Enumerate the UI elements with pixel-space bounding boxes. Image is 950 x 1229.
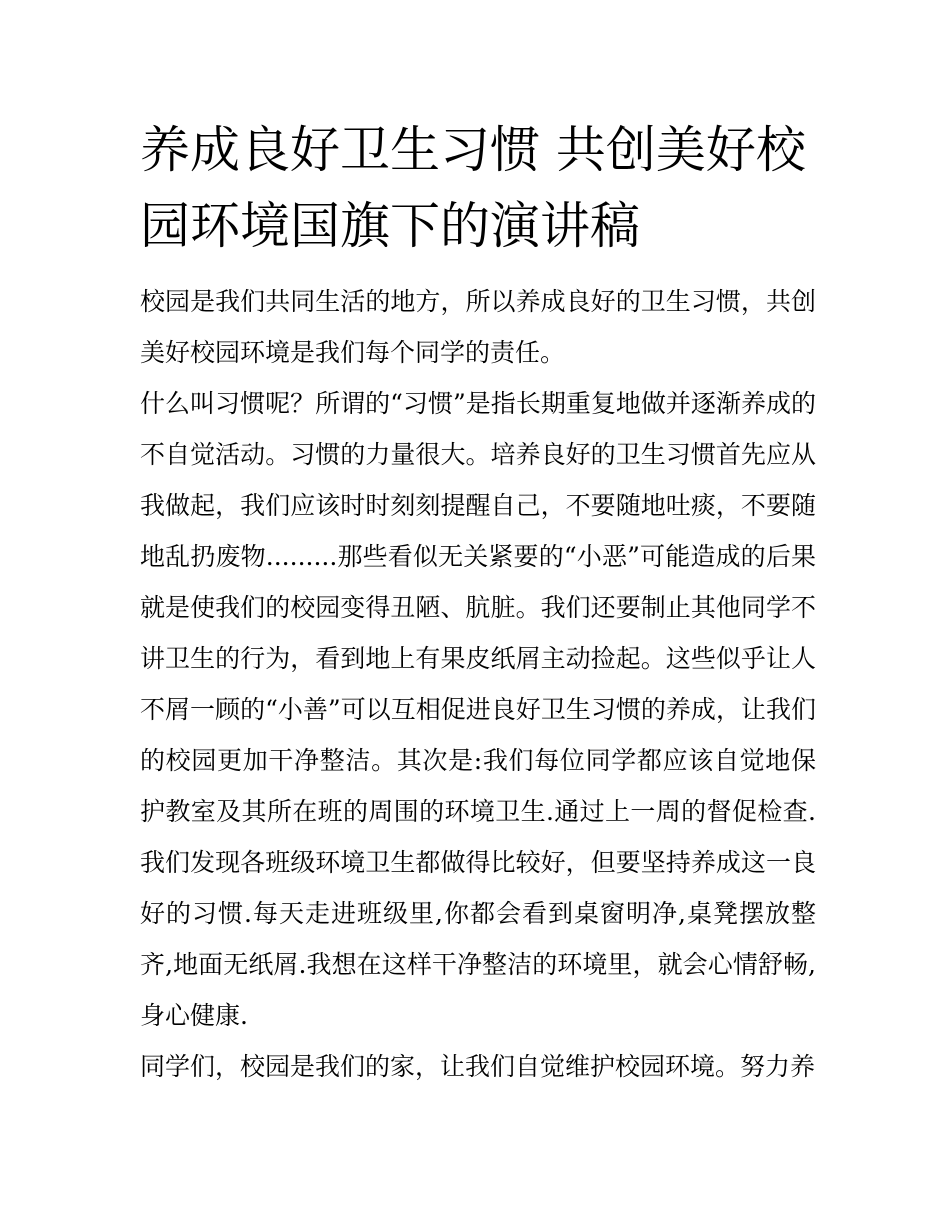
page-title: 养成良好卫生习惯 共创美好校园环境国旗下的演讲稿 [140,121,806,255]
paragraph-habits: 什么叫习惯呢？所谓的“习惯”是指长期重复地做并逐渐养成的不自觉活动。习惯的力量很大。培养良好的卫生习惯首先应从我做起，我们应该时时刻刻提醒自己，不要随地吐痰，不要随地乱扔废物.........那些看似无关紧要的“小恶”可能造成的后果就是使我们的校园变得丑陋、肮脏。我们还要制止其他同学不讲卫生的行为，看到地上有果皮纸屑主动捡起。这些似乎让人不屑一顾的“小善”可以互相促进良好卫生习惯的养成，让我们的校园更加干净整洁。其次是:我们每位同学都应该自觉地保护教室及其所在班的周围的环境卫生.通过上一周的督促检查.我们发现各班级环境卫生都做得比较好，但要坚持养成这一良好的习惯.每天走进班级里,你都会看到桌窗明净,桌凳摆放整齐,地面无纸屑.我想在这样干净整洁的环境里，就会心情舒畅,身心健康. [140,389,816,1030]
paragraph-closing: 同学们，校园是我们的家，让我们自觉维护校园环境。努力养 [140,1052,816,1081]
document-body [140,276,816,1092]
paragraph-intro: 校园是我们共同生活的地方，所以养成良好的卫生习惯，共创美好校园环境是我们每个同学的责任。 [140,287,816,367]
